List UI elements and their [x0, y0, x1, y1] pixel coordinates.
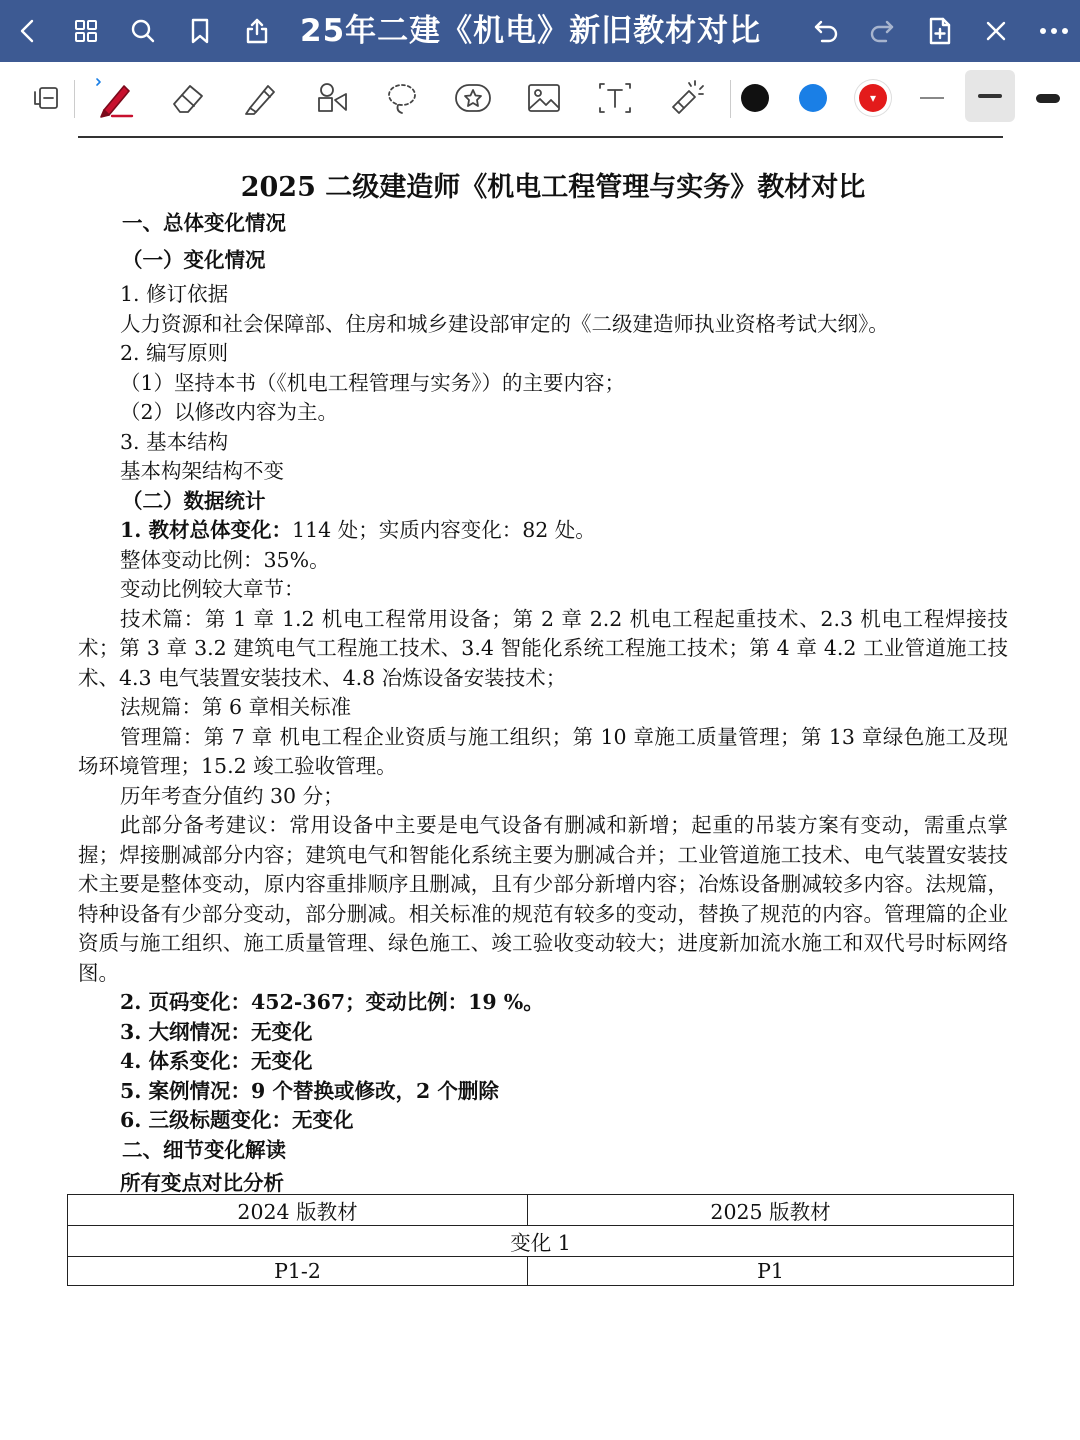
more-button[interactable]: [1034, 0, 1074, 62]
doc-title: 2025 二级建造师《机电工程管理与实务》教材对比: [240, 172, 866, 203]
search-icon: [130, 18, 156, 44]
item-2-title: 2. 编写原则: [120, 341, 229, 365]
search-button[interactable]: [123, 0, 163, 62]
layout-tool[interactable]: [20, 72, 72, 124]
stat-5: 5. 案例情况：9 个替换或修改，2 个删除: [120, 1078, 499, 1103]
more-icon: [1039, 26, 1069, 36]
text-icon: [595, 78, 635, 118]
document-title: 25年二建《机电》新旧教材对比: [300, 13, 762, 49]
undo-icon: [812, 18, 840, 44]
share-button[interactable]: [237, 0, 277, 62]
toolbar-divider: [730, 80, 731, 118]
color-red-selected[interactable]: [855, 80, 891, 116]
item-1-text: 人力资源和社会保障部、住房和城乡建设部审定的《二级建造师执业资格考试大纲》。: [120, 311, 889, 336]
shapes-tool[interactable]: [305, 72, 357, 124]
stroke-medium-selected[interactable]: [965, 70, 1015, 122]
laser-pointer-tool[interactable]: [660, 72, 712, 124]
laser-pointer-icon: [665, 77, 707, 119]
stat-6: 6. 三级标题变化：无变化: [120, 1108, 354, 1132]
stat-1-label: 1. 教材总体变化：: [120, 518, 293, 542]
section-2-heading: 二、细节变化解读: [122, 1137, 286, 1162]
redo-icon: [868, 18, 896, 44]
table-row: [68, 1257, 1014, 1286]
eraser-icon: [168, 78, 208, 118]
layout-icon: [31, 83, 61, 113]
page-top-rule: [78, 136, 1003, 138]
add-page-button[interactable]: [920, 0, 960, 62]
change-label: 变化 1: [68, 1226, 1014, 1257]
back-button[interactable]: [8, 0, 48, 62]
close-icon: [984, 19, 1008, 43]
stat-1-text: 114 处；实质内容变化：82 处。: [292, 518, 596, 542]
header-2025: 2025 版教材: [528, 1195, 1014, 1226]
drawing-toolbar: [0, 62, 1080, 134]
stat-2: 2. 页码变化：452-367；变动比例：19 %。: [120, 990, 544, 1014]
table-row: [68, 1195, 1014, 1226]
highlighter-tool[interactable]: [234, 72, 286, 124]
advice-text: 此部分备考建议：常用设备中主要是电气设备有删减和新增；起重的吊装方案有变动，需重点掌握；焊接删减部分内容；建筑电气和智能化系统主要为删减合并；工业管道施工技术、电气装置安装技术主要是整体变动，原内容重排顺序且删减，且有少部分新增内容；冶炼设备删减较多内容。法规篇，特种设备有少部分变动，部分删减。相关标准的规范有较多的变动，替换了规范的内容。管理篇的企业资质与施工组织、施工质量管理、绿色施工、竣工验收变动较大；进度新加流水施工和双代号时标网络图。: [78, 813, 1008, 985]
subsection-1-heading: （一）变化情况: [122, 248, 266, 272]
section-1-heading: 一、总体变化情况: [122, 211, 286, 235]
thin-stroke-icon: [920, 97, 944, 99]
item-3-title: 3. 基本结构: [120, 429, 229, 454]
comparison-table: [67, 1194, 1014, 1286]
page-2024: P1-2: [68, 1257, 528, 1286]
stat-3: 3. 大纲情况：无变化: [120, 1019, 313, 1044]
stroke-thin[interactable]: [906, 72, 958, 124]
pen-tool[interactable]: [88, 72, 140, 124]
image-tool[interactable]: [518, 72, 570, 124]
stat-1: [78, 516, 1008, 546]
tech-chapters: 技术篇：第 1 章 1.2 机电工程常用设备；第 2 章 2.2 机电工程起重技术、2.3 机电工程焊接技术；第 3 章 3.2 建筑电气工程施工技术、3.4 智能化系统工程施工技术；第 4 章 4.2 工业管道施工技术、4.3 电气装置安装技术、4.8 冶炼设备安装技术；: [78, 606, 1008, 690]
undo-button[interactable]: [806, 0, 846, 62]
eraser-tool[interactable]: [162, 72, 214, 124]
medium-stroke-icon: [978, 94, 1002, 98]
pen-icon: [92, 76, 136, 120]
page-2025: P1: [528, 1257, 1014, 1286]
document-page: [78, 168, 1008, 1201]
stat-1-ratio: 整体变动比例：35%。: [120, 547, 330, 572]
stat-1-chapters: 变动比例较大章节：: [120, 577, 305, 601]
thick-stroke-icon: [1036, 94, 1060, 103]
color-blue[interactable]: [799, 84, 827, 112]
shapes-icon: [311, 78, 351, 118]
stat-4: 4. 体系变化：无变化: [120, 1049, 313, 1073]
toolbar-divider: [74, 80, 75, 118]
stroke-thick[interactable]: [1022, 72, 1074, 124]
grid-icon: [73, 18, 99, 44]
subsection-2-heading: （二）数据统计: [122, 488, 266, 513]
chevron-down-icon: ▾: [859, 84, 887, 112]
bookmark-icon: [188, 17, 212, 45]
item-1-title: 1. 修订依据: [120, 282, 229, 306]
table-row: [68, 1226, 1014, 1257]
add-page-icon: [927, 16, 953, 46]
header-2024: 2024 版教材: [68, 1195, 528, 1226]
sticker-tool[interactable]: [447, 72, 499, 124]
item-3-text: 基本构架结构不变: [120, 459, 284, 483]
share-icon: [244, 17, 270, 45]
lasso-icon: [382, 78, 422, 118]
color-black[interactable]: [741, 84, 769, 112]
item-2-b: （2）以修改内容为主。: [120, 400, 339, 424]
lasso-tool[interactable]: [376, 72, 428, 124]
highlighter-icon: [240, 78, 280, 118]
item-2-a: （1）坚持本书（《机电工程管理与实务》）的主要内容；: [120, 370, 626, 395]
close-button[interactable]: [976, 0, 1016, 62]
back-icon: [17, 18, 39, 44]
redo-button[interactable]: [862, 0, 902, 62]
section-2-subtitle: 所有变点对比分析: [120, 1171, 284, 1195]
top-bar: [0, 0, 1080, 62]
sticker-icon: [452, 78, 494, 118]
law-chapters: 法规篇：第 6 章相关标准: [120, 695, 352, 719]
image-icon: [524, 78, 564, 118]
score-text: 历年考查分值约 30 分；: [120, 783, 344, 808]
text-tool[interactable]: [589, 72, 641, 124]
grid-view-button[interactable]: [66, 0, 106, 62]
bookmark-button[interactable]: [180, 0, 220, 62]
mgmt-chapters: 管理篇：第 7 章 机电工程企业资质与施工组织；第 10 章施工质量管理；第 13 章绿色施工及现场环境管理；15.2 竣工验收管理。: [78, 724, 1008, 778]
